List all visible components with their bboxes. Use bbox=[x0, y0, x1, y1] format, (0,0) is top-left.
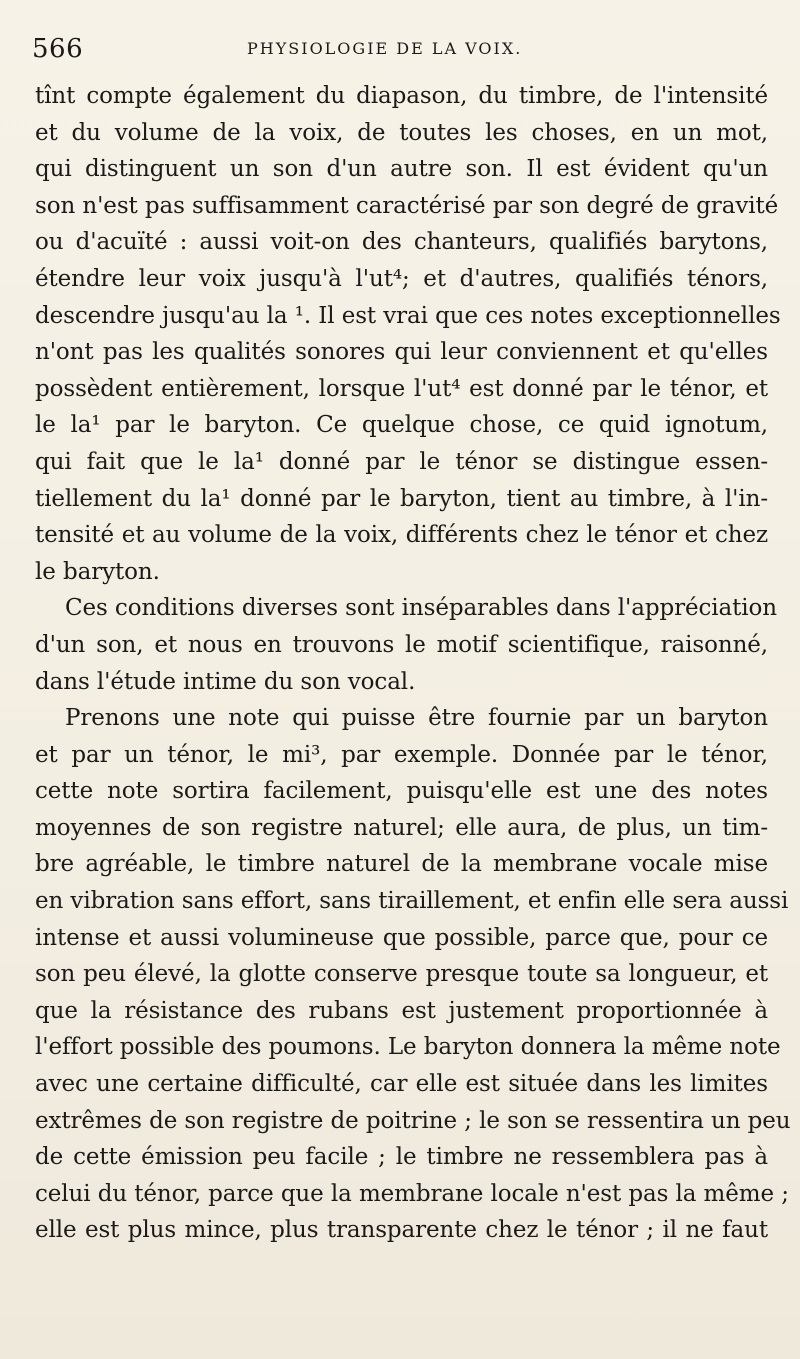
text-line: son peu élevé, la glotte conserve presque toute sa longueur, et bbox=[35, 961, 768, 988]
text-line: tensité et au volume de la voix, différents chez le ténor et chez bbox=[35, 522, 768, 549]
text-line: que la résistance des rubans est justement proportionnée à bbox=[35, 997, 768, 1024]
text-line: en vibration sans effort, sans tiraillement, et enfin elle sera aussi bbox=[35, 888, 789, 915]
text-line: tînt compte également du diapason, du timbre, de l'intensité bbox=[35, 83, 768, 109]
text-line: Prenons une note qui puisse être fournie par un baryton bbox=[65, 705, 768, 732]
text-line: cette note sortira facilement, puisqu'elle est une des notes bbox=[35, 778, 768, 805]
running-title: PHYSIOLOGIE DE LA VOIX. bbox=[247, 39, 523, 58]
text-line: qui fait que le la¹ donné par le ténor se distingue essen- bbox=[35, 448, 768, 475]
text-line: ou d'acuïté : aussi voit-on des chanteurs, qualifiés barytons, bbox=[35, 229, 768, 256]
page-number: 566 bbox=[32, 34, 84, 64]
text-line: le baryton. bbox=[35, 558, 160, 585]
body-text bbox=[35, 78, 791, 1249]
text-line: n'ont pas les qualités sonores qui leur conviennent et qu'elles bbox=[35, 339, 768, 366]
text-line: descendre jusqu'au la ¹. Il est vrai que ces notes exceptionnelles bbox=[35, 302, 781, 329]
text-line: qui distinguent un son d'un autre son. Il est évident qu'un bbox=[35, 156, 768, 183]
text-line: l'effort possible des poumons. Le baryton donnera la même note bbox=[35, 1034, 781, 1061]
text-line: elle est plus mince, plus transparente chez le ténor ; il ne faut bbox=[35, 1217, 768, 1244]
text-line: extrêmes de son registre de poitrine ; le son se ressentira un peu bbox=[35, 1107, 791, 1134]
page-header bbox=[32, 34, 772, 64]
text-line: intense et aussi volumineuse que possible, parce que, pour ce bbox=[35, 924, 768, 951]
text-line: bre agréable, le timbre naturel de la membrane vocale mise bbox=[35, 851, 768, 878]
text-line: son n'est pas suffisamment caractérisé par son degré de gravité bbox=[35, 192, 779, 219]
text-line: et du volume de la voix, de toutes les choses, en un mot, bbox=[35, 119, 768, 146]
text-line: dans l'étude intime du son vocal. bbox=[35, 668, 416, 695]
text-line: celui du ténor, parce que la membrane locale n'est pas la même ; bbox=[35, 1180, 789, 1207]
text-line: tiellement du la¹ donné par le baryton, tient au timbre, à l'in- bbox=[35, 485, 768, 512]
text-line: Ces conditions diverses sont inséparables dans l'appréciation bbox=[65, 595, 777, 622]
text-line: avec une certaine difficulté, car elle est située dans les limites bbox=[35, 1071, 768, 1098]
text-line: et par un ténor, le mi³, par exemple. Donnée par le ténor, bbox=[35, 741, 768, 768]
text-line: possèdent entièrement, lorsque l'ut⁴ est donné par le ténor, et bbox=[35, 375, 768, 402]
text-line: de cette émission peu facile ; le timbre ne ressemblera pas à bbox=[35, 1144, 768, 1171]
text-line: le la¹ par le baryton. Ce quelque chose, ce quid ignotum, bbox=[35, 412, 768, 439]
text-line: étendre leur voix jusqu'à l'ut⁴; et d'autres, qualifiés ténors, bbox=[35, 265, 768, 292]
text-line: moyennes de son registre naturel; elle aura, de plus, un tim- bbox=[35, 814, 768, 841]
text-line: d'un son, et nous en trouvons le motif scientifique, raisonné, bbox=[35, 631, 768, 658]
